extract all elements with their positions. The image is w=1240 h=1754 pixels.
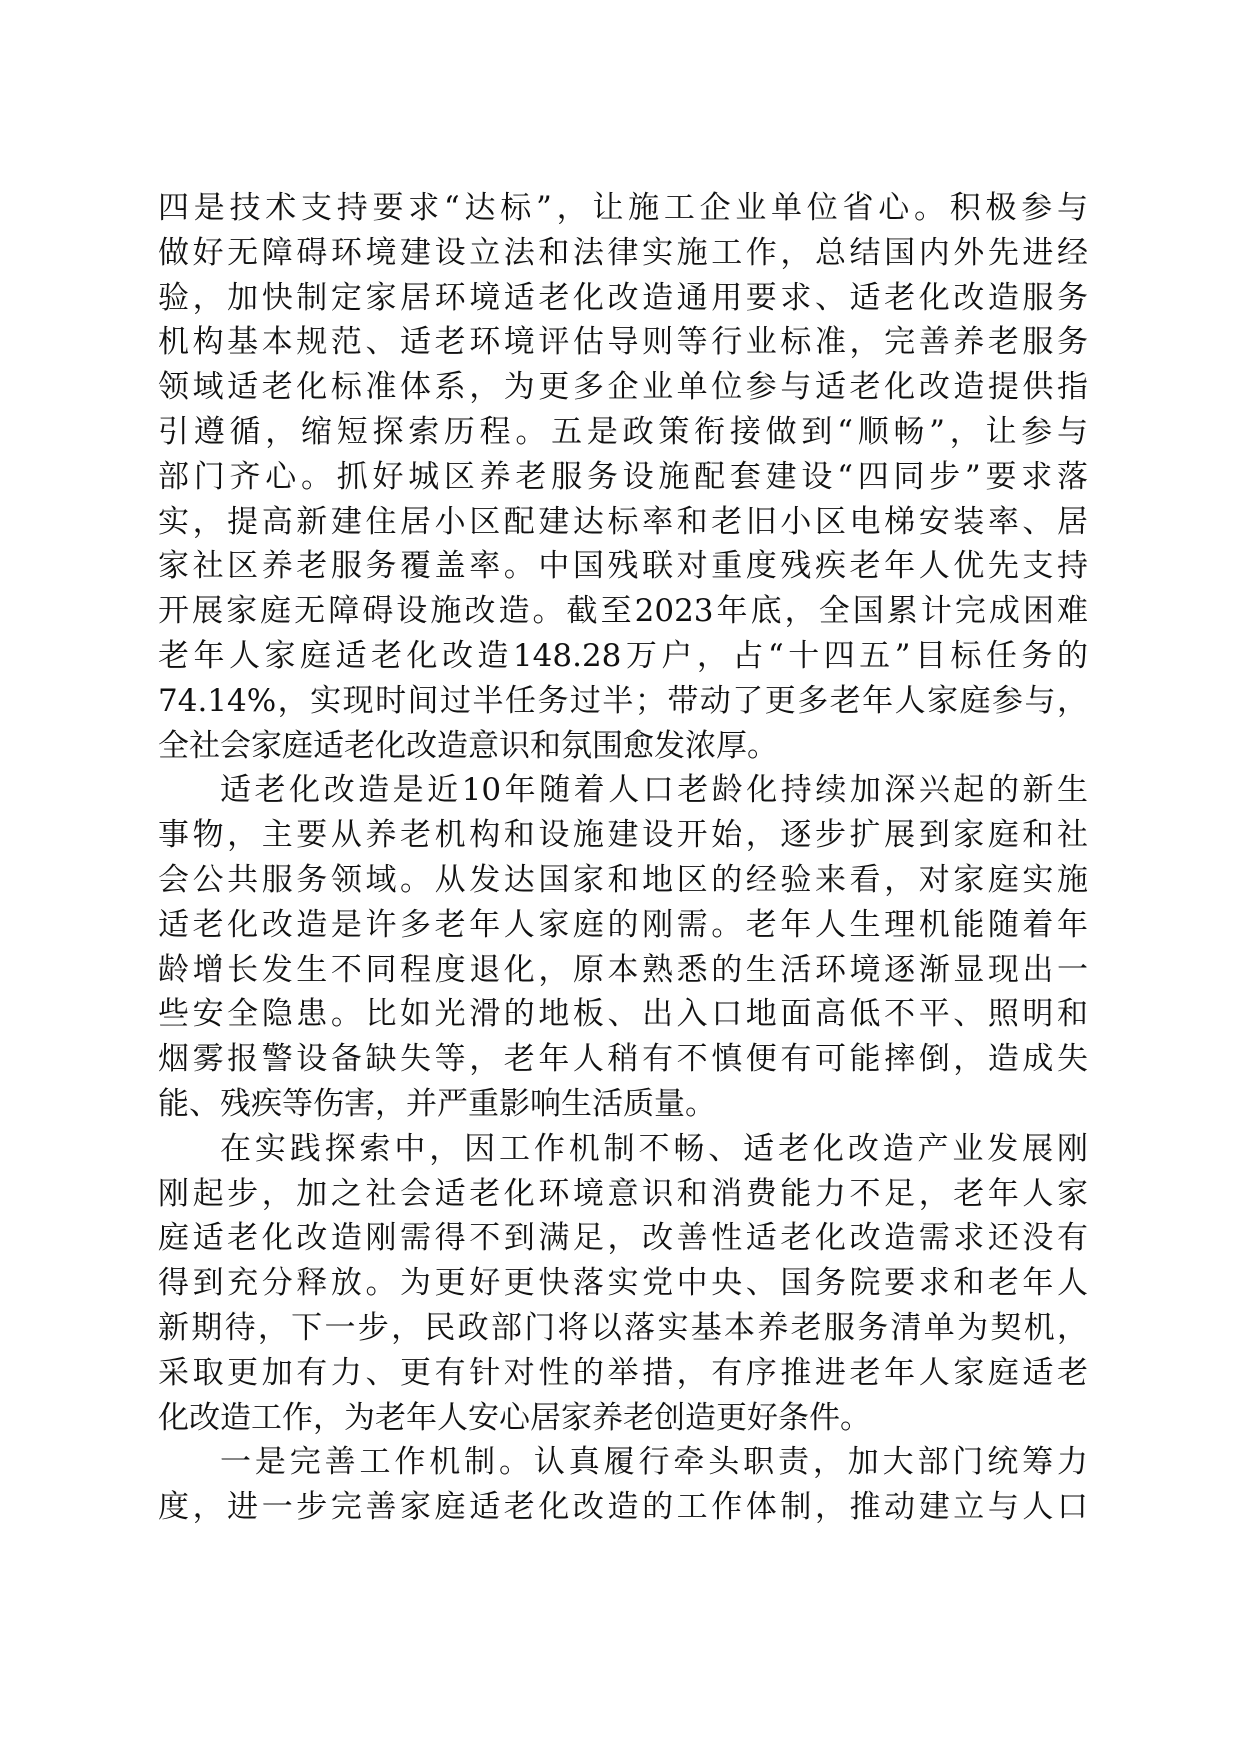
- text-line-7: 部门齐心。抓好城区养老服务设施配套建设“四同步”要求落: [158, 458, 1088, 495]
- text-line-12: 74.14%，实现时间过半任务过半；带动了更多老年人家庭参与，: [158, 682, 1088, 719]
- text-line-16: 会公共服务领域。从发达国家和地区的经验来看，对家庭实施: [158, 861, 1088, 898]
- text-line-13: 全社会家庭适老化改造意识和氛围愈发浓厚。: [158, 727, 778, 764]
- text-line-20: 烟雾报警设备缺失等，老年人稍有不慎便有可能摔倒，造成失: [158, 1041, 1088, 1078]
- text-line-21: 能、残疾等伤害，并严重影响生活质量。: [158, 1085, 716, 1122]
- text-line-4: 机构基本规范、适老环境评估导则等行业标准，完善养老服务: [158, 324, 1088, 361]
- text-line-6: 引遵循，缩短探索历程。五是政策衔接做到“顺畅”，让参与: [158, 413, 1088, 450]
- text-line-22: 在实践探索中，因工作机制不畅、适老化改造产业发展刚: [220, 1130, 1088, 1167]
- text-line-14: 适老化改造是近10年随着人口老龄化持续加深兴起的新生: [220, 772, 1088, 809]
- text-line-25: 得到充分释放。为更好更快落实党中央、国务院要求和老年人: [158, 1265, 1088, 1302]
- text-line-9: 家社区养老服务覆盖率。中国残联对重度残疾老年人优先支持: [158, 548, 1088, 585]
- text-line-3: 验，加快制定家居环境适老化改造通用要求、适老化改造服务: [158, 279, 1088, 316]
- text-line-18: 龄增长发生不同程度退化，原本熟悉的生活环境逐渐显现出一: [158, 951, 1088, 988]
- text-line-28: 化改造工作，为老年人安心居家养老创造更好条件。: [158, 1399, 871, 1436]
- text-line-8: 实，提高新建住居小区配建达标率和老旧小区电梯安装率、居: [158, 503, 1088, 540]
- text-line-15: 事物，主要从养老机构和设施建设开始，逐步扩展到家庭和社: [158, 817, 1088, 854]
- text-line-23: 刚起步，加之社会适老化环境意识和消费能力不足，老年人家: [158, 1175, 1088, 1212]
- text-line-10: 开展家庭无障碍设施改造。截至2023年底，全国累计完成困难: [158, 593, 1088, 630]
- text-line-5: 领域适老化标准体系，为更多企业单位参与适老化改造提供指: [158, 369, 1088, 406]
- text-line-19: 些安全隐患。比如光滑的地板、出入口地面高低不平、照明和: [158, 996, 1088, 1033]
- text-line-29: 一是完善工作机制。认真履行牵头职责，加大部门统筹力: [220, 1444, 1088, 1481]
- text-line-30: 度，进一步完善家庭适老化改造的工作体制，推动建立与人口: [158, 1489, 1088, 1526]
- text-line-27: 采取更加有力、更有针对性的举措，有序推进老年人家庭适老: [158, 1354, 1088, 1391]
- document-body-text: [158, 186, 1088, 1530]
- text-line-11: 老年人家庭适老化改造148.28万户，占“十四五”目标任务的: [158, 637, 1088, 674]
- text-line-2: 做好无障碍环境建设立法和法律实施工作，总结国内外先进经: [158, 234, 1088, 271]
- text-line-24: 庭适老化改造刚需得不到满足，改善性适老化改造需求还没有: [158, 1220, 1088, 1257]
- text-line-26: 新期待，下一步，民政部门将以落实基本养老服务清单为契机，: [158, 1309, 1088, 1346]
- text-line-1: 四是技术支持要求“达标”，让施工企业单位省心。积极参与: [158, 190, 1088, 226]
- text-line-17: 适老化改造是许多老年人家庭的刚需。老年人生理机能随着年: [158, 906, 1088, 943]
